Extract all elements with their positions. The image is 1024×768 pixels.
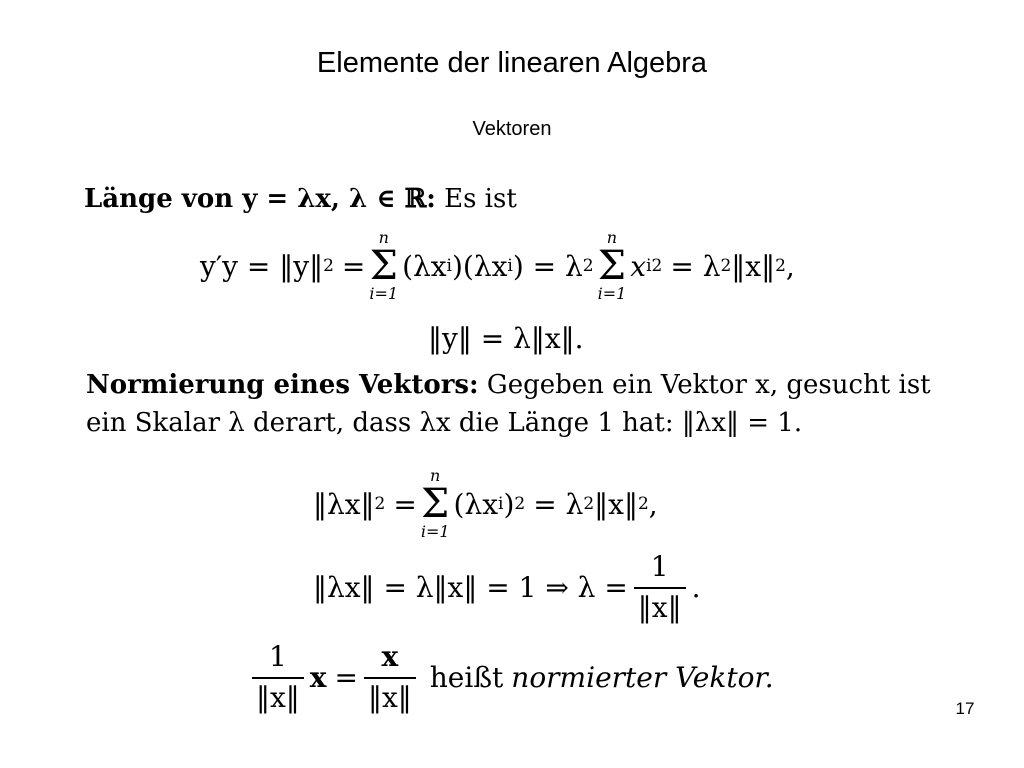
- slide-title: Elemente der linearen Algebra: [316, 47, 708, 79]
- eq5-term: normierter Vektor.: [511, 661, 774, 695]
- sum1-bottom: i=1: [369, 284, 399, 303]
- equation-length-expansion: y′y = ‖y‖ 2 = n Σ i=1 (λx i )(λx i ) = λ 2 n Σ i=1 x i 2 = λ 2 ‖x‖ 2 ,: [200, 228, 795, 303]
- eq1-term3: ‖x‖: [731, 249, 776, 283]
- sum-symbol-1: n Σ i=1: [369, 228, 399, 303]
- sum3-bottom: i=1: [420, 522, 450, 541]
- eq3-norm: ‖x‖: [594, 487, 638, 521]
- eq1-term1-close: )(λx: [451, 249, 508, 283]
- eq5-frac1-den: ‖x‖: [252, 677, 304, 714]
- eq4-end: .: [691, 571, 701, 605]
- sum2-top: n: [606, 228, 618, 247]
- eq3-end: ,: [648, 487, 658, 521]
- section-normalization-line1: [86, 366, 931, 404]
- eq3-equals: =: [393, 487, 417, 521]
- eq1-term2-rest: = λ: [670, 249, 721, 283]
- section-normalization-heading: Normierung eines Vektors:: [86, 370, 479, 400]
- eq5-fraction-2: [364, 642, 416, 714]
- eq1-term2: x: [630, 249, 647, 283]
- sum2-bottom: i=1: [597, 284, 627, 303]
- section-length-heading: Länge von y = λx, λ ∈ ℝ:: [84, 184, 436, 214]
- equation-normalized-vector: [246, 642, 774, 714]
- section-length-tail: Es ist: [444, 184, 517, 214]
- eq5-fraction-1: [252, 642, 304, 714]
- section-normalization-line2: ein Skalar λ derart, dass λx die Länge 1 hat: ‖λx‖ = 1.: [86, 408, 803, 438]
- eq5-equals: =: [334, 661, 358, 695]
- slide-subtitle: Vektoren: [472, 118, 552, 140]
- equation-lambda-solution: [313, 552, 700, 624]
- sum-symbol-2: n Σ i=1: [597, 228, 627, 303]
- eq1-end: ,: [785, 249, 795, 283]
- eq4-frac-num: 1: [650, 550, 669, 583]
- eq3-rest: = λ: [533, 487, 584, 521]
- eq5-x: x: [309, 661, 327, 695]
- eq3-lhs: ‖λx‖: [313, 487, 375, 521]
- sum3-top: n: [430, 466, 441, 485]
- eq2-text: ‖y‖ = λ‖x‖.: [428, 322, 584, 355]
- eq1-equals: =: [341, 249, 366, 283]
- eq5-word: heißt: [429, 661, 504, 695]
- equation-norm-scaling: [428, 322, 584, 355]
- eq4-frac-den: ‖x‖: [634, 587, 686, 624]
- eq5-frac2-den: ‖x‖: [364, 677, 416, 714]
- page-number: 17: [955, 699, 975, 718]
- eq3-term: (λx: [453, 487, 499, 521]
- eq5-frac2-num: x: [381, 640, 399, 673]
- sum-symbol-3: n Σ i=1: [420, 466, 450, 541]
- equation-normalized-length: ‖λx‖ 2 = n Σ i=1 (λx i ) 2 = λ 2 ‖x‖ 2 ,: [313, 466, 658, 541]
- eq4-fraction: [634, 552, 686, 624]
- section-length-line: [84, 180, 517, 218]
- eq1-term1: (λx: [402, 249, 447, 283]
- eq4-text: ‖λx‖ = λ‖x‖ = 1 ⇒ λ =: [313, 571, 628, 605]
- sum1-top: n: [378, 228, 389, 247]
- eq3-term-close: ): [503, 487, 515, 521]
- eq5-frac1-num: 1: [268, 640, 287, 673]
- section-normalization-line1-rest: Gegeben ein Vektor x, gesucht ist: [486, 370, 931, 400]
- eq1-lhs: y′y = ‖y‖: [200, 249, 324, 283]
- eq1-term1-end: ) = λ: [512, 249, 583, 283]
